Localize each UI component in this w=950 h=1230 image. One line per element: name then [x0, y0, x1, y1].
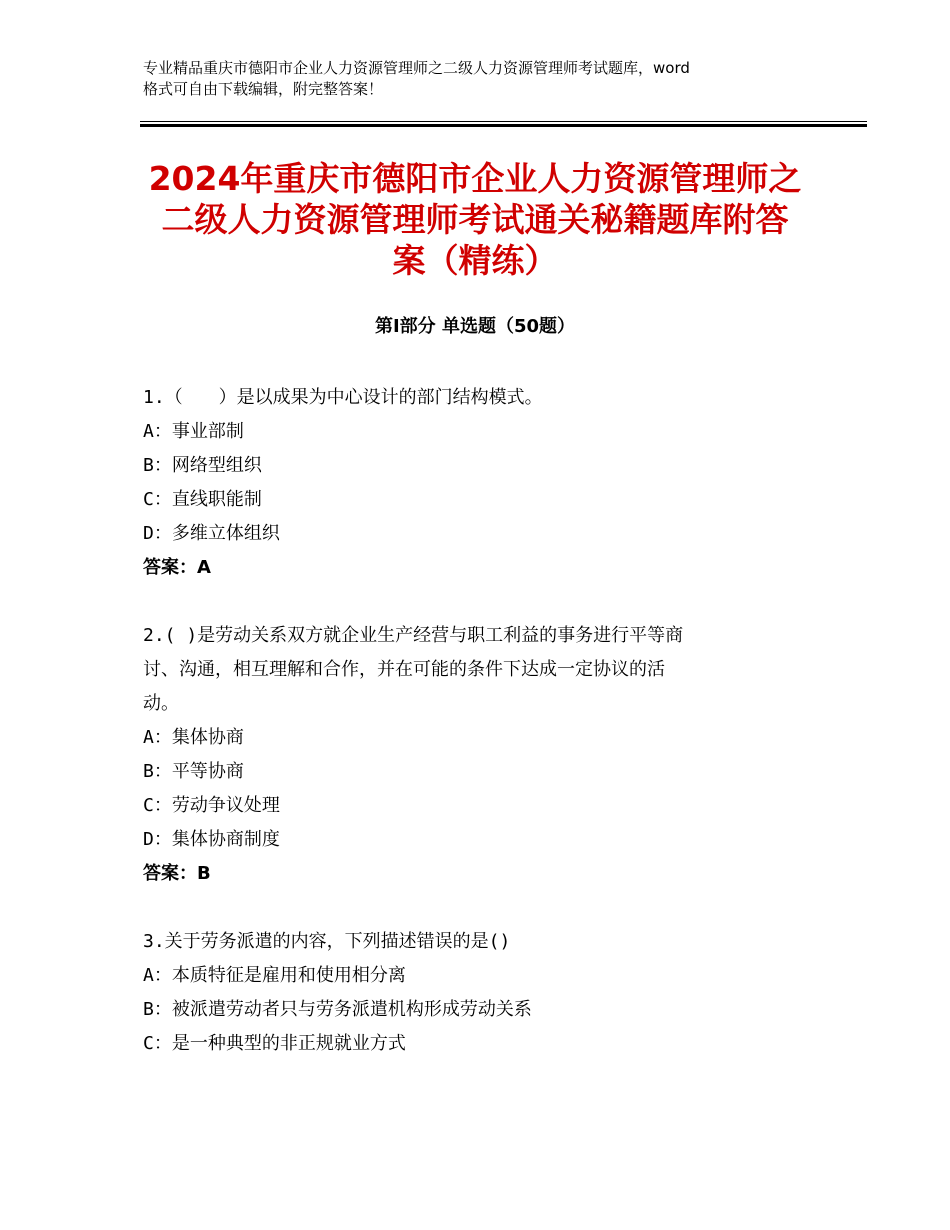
- option-d: D：多维立体组织: [143, 523, 280, 544]
- option-c: C：是一种典型的非正规就业方式: [143, 1033, 406, 1054]
- option-b: B：被派遣劳动者只与劳务派遣机构形成劳动关系: [143, 999, 532, 1020]
- question-stem: 3.关于劳务派遣的内容，下列描述错误的是(): [143, 931, 511, 952]
- option-c: C：直线职能制: [143, 489, 262, 510]
- option-b: B：平等协商: [143, 761, 244, 782]
- header-note-line: 专业精品重庆市德阳市企业人力资源管理师之二级人力资源管理师考试题库，word: [143, 59, 690, 77]
- question-stem: 1.（ ）是以成果为中心设计的部门结构模式。: [143, 387, 543, 408]
- option-a: A：本质特征是雇用和使用相分离: [143, 965, 406, 986]
- divider-thick: [140, 124, 867, 127]
- answer: 答案：B: [143, 863, 211, 884]
- title-line: 2024年重庆市德阳市企业人力资源管理师之: [148, 159, 802, 198]
- section-heading: 第Ⅰ部分 单选题（50题）: [374, 316, 575, 337]
- option-c: C：劳动争议处理: [143, 795, 280, 816]
- header-note-line: 格式可自由下载编辑，附完整答案！: [143, 80, 384, 98]
- title-line: 二级人力资源管理师考试通关秘籍题库附答: [161, 200, 789, 239]
- option-a: A：事业部制: [143, 421, 244, 442]
- question-stem: 2.( )是劳动关系双方就企业生产经营与职工利益的事务进行平等商: [143, 625, 684, 646]
- question-2: [143, 619, 823, 891]
- question-1: [143, 381, 823, 585]
- option-b: B：网络型组织: [143, 455, 262, 476]
- question-3: [143, 925, 823, 1061]
- question-stem: 动。: [143, 693, 179, 714]
- title-line: 案（精练）: [392, 241, 558, 280]
- option-d: D：集体协商制度: [143, 829, 280, 850]
- header-note: [143, 58, 823, 100]
- option-a: A：集体协商: [143, 727, 244, 748]
- answer: 答案：A: [143, 557, 211, 578]
- divider-thin: [140, 121, 867, 122]
- page-title: [120, 158, 830, 281]
- question-stem: 讨、沟通，相互理解和合作，并在可能的条件下达成一定协议的活: [143, 659, 665, 680]
